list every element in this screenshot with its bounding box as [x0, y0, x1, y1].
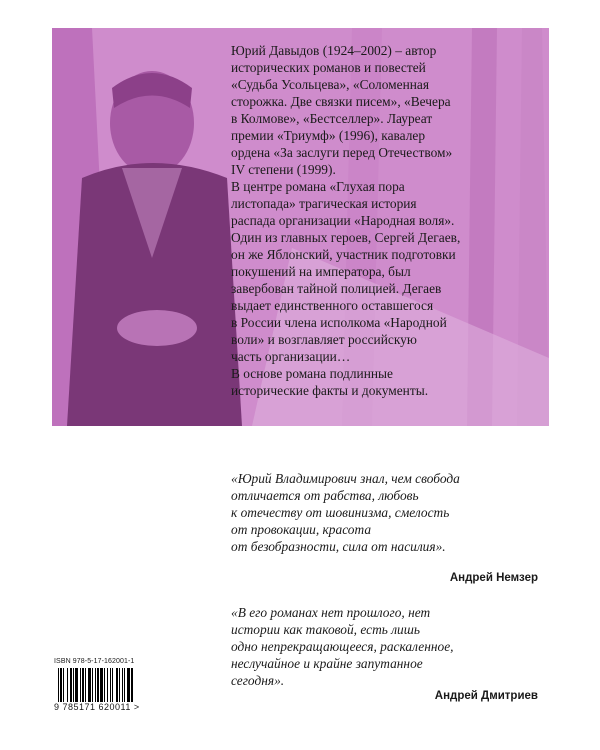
- barcode-bar: [119, 668, 120, 702]
- bio-line: исторических романов и повестей: [231, 60, 426, 75]
- bio-line: IV степени (1999).: [231, 162, 336, 177]
- quote-author-dmitriev: Андрей Дмитриев: [434, 690, 538, 702]
- barcode-bar: [73, 668, 74, 702]
- quote-dmitriev: [231, 604, 531, 689]
- barcode-bar: [131, 668, 133, 702]
- bio-line: «Судьба Усольцева», «Соломенная: [231, 77, 429, 92]
- quote-line: неслучайное и крайне запутанное: [231, 656, 423, 671]
- bio-line: Юрий Давыдов (1924–2002) – автор: [231, 43, 437, 58]
- bio-line: В основе романа подлинные: [231, 366, 393, 381]
- bio-line: он же Яблонский, участник подготовки: [231, 247, 456, 262]
- bio-line: листопада» трагическая история: [231, 196, 417, 211]
- barcode-bar: [58, 668, 59, 702]
- barcode-bar: [60, 668, 62, 702]
- bio-line: сторожка. Две связки писем», «Вечера: [231, 94, 451, 109]
- barcode: [54, 658, 174, 714]
- barcode-bar: [95, 668, 96, 702]
- barcode-bar: [104, 668, 105, 702]
- barcode-bar: [116, 668, 118, 702]
- quote-line: отличается от рабства, любовь: [231, 488, 419, 503]
- quote-line: сегодня».: [231, 673, 285, 688]
- bio-line: исторические факты и документы.: [231, 383, 429, 398]
- bio-line: покушений на императора, был: [231, 264, 411, 279]
- bio-text: [231, 42, 551, 399]
- barcode-bar: [63, 668, 64, 702]
- barcode-bar: [88, 668, 91, 702]
- bio-line: ордена «За заслуги перед Отечеством»: [231, 145, 453, 160]
- barcode-digits: 9 785171 620011 >: [54, 702, 140, 712]
- barcode-bar: [127, 668, 130, 702]
- bio-line: Один из главных героев, Сергей Дегаев,: [231, 230, 461, 245]
- barcode-bar: [80, 668, 81, 702]
- barcode-bar: [67, 668, 68, 702]
- bio-line: в Колмове», «Бестселлер». Лауреат: [231, 111, 433, 126]
- barcode-bar: [112, 668, 113, 702]
- quote-line: к отечеству от шовинизма, смелость: [231, 505, 450, 520]
- bio-line: часть организации…: [231, 349, 351, 364]
- barcode-bar: [110, 668, 111, 702]
- bio-line: воли» и возглавляет российскую: [231, 332, 417, 347]
- quote-line: «Юрий Владимирович знал, чем свобода: [231, 471, 460, 486]
- barcode-bar: [107, 668, 108, 702]
- quote-author-nemzer: Андрей Немзер: [449, 572, 538, 584]
- quote-line: «В его романах нет прошлого, нет: [231, 605, 431, 620]
- quote-line: одно непрекращающееся, раскаленное,: [231, 639, 454, 654]
- bio-line: выдает единственного оставшегося: [231, 298, 434, 313]
- bio-line: в России члена исполкома «Народной: [231, 315, 447, 330]
- isbn-text: ISBN 978-5-17-162001-1: [54, 658, 135, 665]
- barcode-bar: [92, 668, 93, 702]
- bio-line: распада организации «Народная воля».: [231, 213, 455, 228]
- quote-line: от безобразности, сила от насилия».: [231, 539, 446, 554]
- barcode-bar: [85, 668, 86, 702]
- barcode-bar: [124, 668, 125, 702]
- barcode-bar: [82, 668, 84, 702]
- barcode-bar: [100, 668, 103, 702]
- bio-line: завербован тайной полицией. Дегаев: [231, 281, 442, 296]
- barcode-bar: [75, 668, 78, 702]
- bio-line: премии «Триумф» (1996), кавалер: [231, 128, 426, 143]
- barcode-bars: [58, 668, 170, 702]
- barcode-bar: [122, 668, 123, 702]
- quote-nemzer: [231, 470, 531, 555]
- barcode-bar: [97, 668, 99, 702]
- bio-line: В центре романа «Глухая пора: [231, 179, 405, 194]
- barcode-bar: [70, 668, 72, 702]
- quote-line: истории как таковой, есть лишь: [231, 622, 420, 637]
- quote-line: от провокации, красота: [231, 522, 372, 537]
